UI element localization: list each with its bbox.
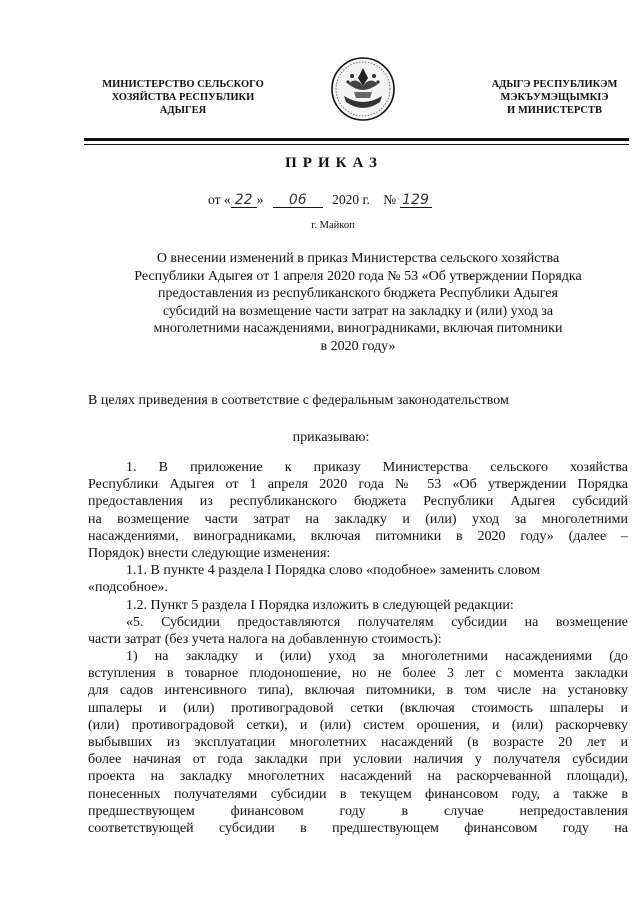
number-label: № — [383, 192, 397, 207]
document-title: ПРИКАЗ — [285, 155, 383, 171]
order-subject — [88, 250, 628, 356]
subject-line: многолетними насаждениями, виноградниками, включая питомники — [153, 321, 563, 337]
subject-line: в 2020 году» — [320, 338, 396, 354]
order-word: приказываю: — [292, 430, 370, 445]
body-line: 1) на закладку и (или) уход за многолетними насаждениями (до — [126, 649, 628, 665]
body-line: проекта на закладку многолетних насаждений на раскорчеванной площади), — [88, 769, 628, 785]
header-left-line: ХОЗЯЙСТВА РЕСПУБЛИКИ — [111, 92, 255, 103]
dateline — [208, 192, 432, 208]
body-line: 1.2. Пункт 5 раздела I Порядка изложить в следующей редакции: — [126, 597, 514, 613]
date-month: 06 — [273, 193, 323, 208]
preamble: В целях приведения в соответствие с федеральным законодательством — [88, 393, 509, 408]
body-line: Республики Адыгея от 1 апреля 2020 года № 53 «Об утверждении Порядка — [88, 477, 628, 493]
body-line: Порядок) внести следующие изменения: — [88, 545, 331, 561]
body-line: насаждениями, виноградниками, включая питомники в 2020 году» (далее – — [88, 528, 628, 544]
header-divider-thin — [84, 144, 629, 145]
subject-line: предоставления из республиканского бюджета Республики Адыгея — [158, 286, 558, 302]
body-line: предоставления из республиканского бюджета Республики Адыгея субсидий — [88, 494, 628, 510]
body-line: (или) противоградовой сетки), и (или) систем орошения, и (или) раскорчевку — [88, 717, 628, 733]
body-line: для садов интенсивного типа), включая питомники, в том числе на установку — [88, 683, 628, 699]
date-year: 2020 г. — [332, 192, 370, 207]
header-right-line: АДЫГЭ РЕСПУБЛИКЭМ — [491, 79, 618, 90]
body-line: соответствующей субсидии в предшествующем финансовом году на — [88, 820, 628, 836]
body-line: выбывших из эксплуатации многолетних насаждений (в возрасте 20 лет и — [88, 735, 628, 750]
body-line: 1. В приложение к приказу Министерства сельского хозяйства — [126, 460, 628, 475]
ministry-name-russian — [93, 78, 273, 117]
subject-line: О внесении изменений в приказ Министерства сельского хозяйства — [156, 251, 560, 266]
city-label: г. Майкоп — [311, 220, 355, 231]
date-day: 22 — [231, 193, 257, 208]
body-line: части затрат (без учета налога на добавленную стоимость): — [88, 631, 442, 647]
header-divider-thick — [84, 138, 629, 141]
body-line: предшествующем финансовом году в случае непредоставления — [88, 803, 628, 819]
body-line: «подсобное». — [88, 580, 168, 596]
body-line: «5. Субсидии предоставляются получателям субсидии на возмещение — [126, 614, 628, 630]
header-right-line: И МИНИСТЕРСТВ — [507, 105, 602, 116]
header-left-line: МИНИСТЕРСТВО СЕЛЬСКОГО — [102, 79, 264, 90]
body-line: понесенных получателями субсидии в текущем финансовом году, а также в — [88, 786, 628, 802]
order-body — [88, 459, 628, 837]
body-line: 1.1. В пункте 4 раздела I Порядка слово «подобное» заменить словом — [126, 563, 540, 579]
body-line: на возмещение части затрат на закладку и (или) уход за многолетними — [88, 511, 628, 527]
coat-of-arms-icon — [330, 56, 396, 122]
body-line: вступления в товарное плодоношение, но не более 3 лет с момента закладки — [88, 666, 628, 682]
body-line: более начиная от года закладки при условии наличия у получателя субсидии — [88, 752, 628, 768]
subject-line: Республики Адыгея от 1 апреля 2020 года № 53 «Об утверждении Порядка — [134, 268, 582, 284]
ministry-name-adyghe — [487, 78, 622, 117]
date-mid: » — [256, 192, 264, 207]
header-left-line: АДЫГЕЯ — [159, 105, 207, 116]
header-right-line: МЭКЪУМЭЩЫМКІЭ — [500, 92, 609, 103]
subject-line: субсидий на возмещение части затрат на закладку и (или) уход за — [162, 303, 554, 319]
date-prefix: от « — [208, 192, 231, 207]
order-number: 129 — [400, 193, 432, 208]
body-line: шпалеры и (или) противоградовой сетки (включая стоимость шпалеры и — [88, 700, 628, 716]
